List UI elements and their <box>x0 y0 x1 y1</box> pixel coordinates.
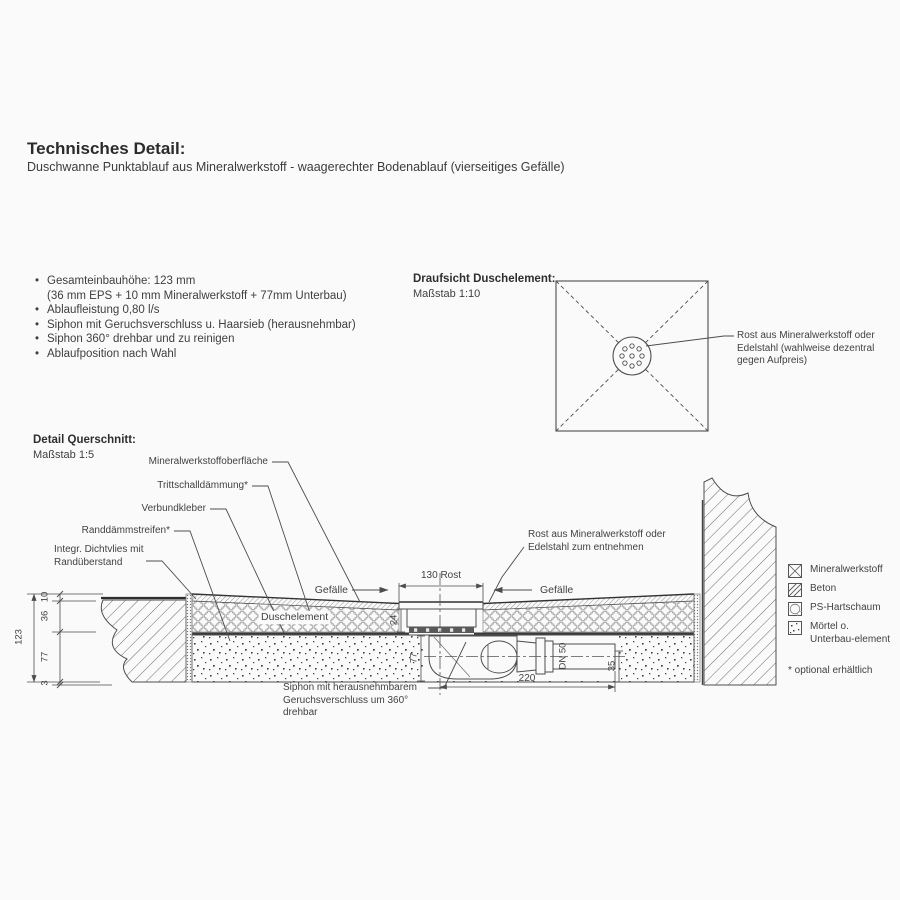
moertel-swatch-icon <box>788 621 802 635</box>
feature-subtext: (36 mm EPS + 10 mm Mineralwerkstoff + 77mm Unterbau) <box>47 289 347 302</box>
callout-sealing-fleece: Integr. Dichtvlies mit Randüberstand <box>54 544 144 568</box>
legend-label: Mörtel o. Unterbau-element <box>810 621 891 645</box>
surface-thickness-label: 10 <box>39 591 51 603</box>
page-title: Technisches Detail: <box>27 139 186 158</box>
pipe-size-label: DN 50 <box>557 642 569 670</box>
slope-label-left: Gefälle <box>314 584 348 596</box>
mineralwerkstoff-swatch-icon <box>788 564 802 578</box>
callout-impact-sound-insulation: Trittschalldämmung* <box>157 480 248 491</box>
pipe-flange <box>536 638 545 674</box>
legend-footnote: * optional erhältlich <box>788 665 873 676</box>
callout-bonding-adhesive: Verbundkleber <box>141 503 206 514</box>
callout-edge-insulation-strip: Randdämmstreifen* <box>81 525 170 536</box>
grate-leader-line <box>646 336 734 346</box>
feature-text: Siphon mit Geruchsverschluss u. Haarsieb (herausnehmbar) <box>47 318 356 331</box>
feature-text: Ablaufposition nach Wahl <box>47 347 177 360</box>
right-wall <box>704 478 776 685</box>
legend-label: Beton <box>810 583 837 594</box>
base-thickness-label: 77 <box>39 651 51 663</box>
legend-item-moertel <box>788 621 900 646</box>
feature-text: Gesamteinbauhöhe: 123 mm <box>47 275 196 287</box>
page-subtitle: Duschwanne Punktablauf aus Mineralwerkstoff - waagerechter Bodenablauf (vierseitiges Gefälle) <box>27 160 565 174</box>
legend-label: PS-Hartschaum <box>810 602 881 613</box>
callout-removable-grate: Rost aus Mineralwerkstoff oder Edelstahl zum entnehmen <box>528 529 666 553</box>
drain-grate-top <box>613 337 651 375</box>
callout-siphon: Siphon mit herausnehmbarem Geruchsverschluss um 360° drehbar <box>283 682 417 718</box>
fleece-thickness-label: 3 <box>39 680 51 686</box>
edge-insulation-strip-right <box>694 594 700 682</box>
eps-thickness-label: 36 <box>39 610 51 622</box>
ps-hartschaum-swatch-icon <box>788 602 802 616</box>
total-height-label: 123 <box>13 629 25 645</box>
legend-item-mineralwerkstoff <box>788 564 900 578</box>
cross-section-heading: Detail Querschnitt: <box>33 434 136 446</box>
siphon-bell <box>481 641 517 673</box>
cross-section-scale: Maßstab 1:5 <box>33 449 95 461</box>
feature-text: Ablaufleistung 0,80 l/s <box>47 304 160 316</box>
fleece-leader <box>146 561 196 599</box>
pipe-offset-label: 35 <box>606 660 618 672</box>
beton-swatch-icon <box>788 583 802 597</box>
slope-label-right: Gefälle <box>540 584 574 596</box>
callout-mineral-surface: Mineralwerkstoffoberfläche <box>148 456 268 467</box>
grate-plate <box>399 602 483 609</box>
legend-item-beton <box>788 583 900 597</box>
base-center-height-label: 77 <box>408 652 420 664</box>
edge-insulation-strip-left <box>186 594 192 682</box>
legend <box>788 564 900 651</box>
drain-height-label: 24 <box>388 614 400 626</box>
top-view-grate-callout: Rost aus Mineralwerkstoff oder Edelstahl (wahlweise dezentral gegen Aufpreis) <box>737 330 875 366</box>
top-view-scale: Maßstab 1:10 <box>413 288 481 300</box>
grate-width-dim-label: 130 Rost <box>420 570 462 581</box>
shower-element-label: Duschelement <box>261 611 329 623</box>
top-view-drawing <box>556 281 734 431</box>
drain-housing <box>407 609 476 627</box>
length-dim-label: 220 <box>518 673 536 684</box>
legend-label: Mineralwerkstoff <box>810 564 883 575</box>
cross-section-drawing <box>27 462 776 695</box>
legend-item-ps-hartschaum <box>788 602 900 616</box>
grate-leader <box>489 547 524 602</box>
feature-text: Siphon 360° drehbar und zu reinigen <box>47 333 235 345</box>
surface-leader <box>272 462 360 602</box>
top-view-heading: Draufsicht Duschelement: <box>413 273 556 285</box>
left-floor-slab <box>101 600 186 682</box>
